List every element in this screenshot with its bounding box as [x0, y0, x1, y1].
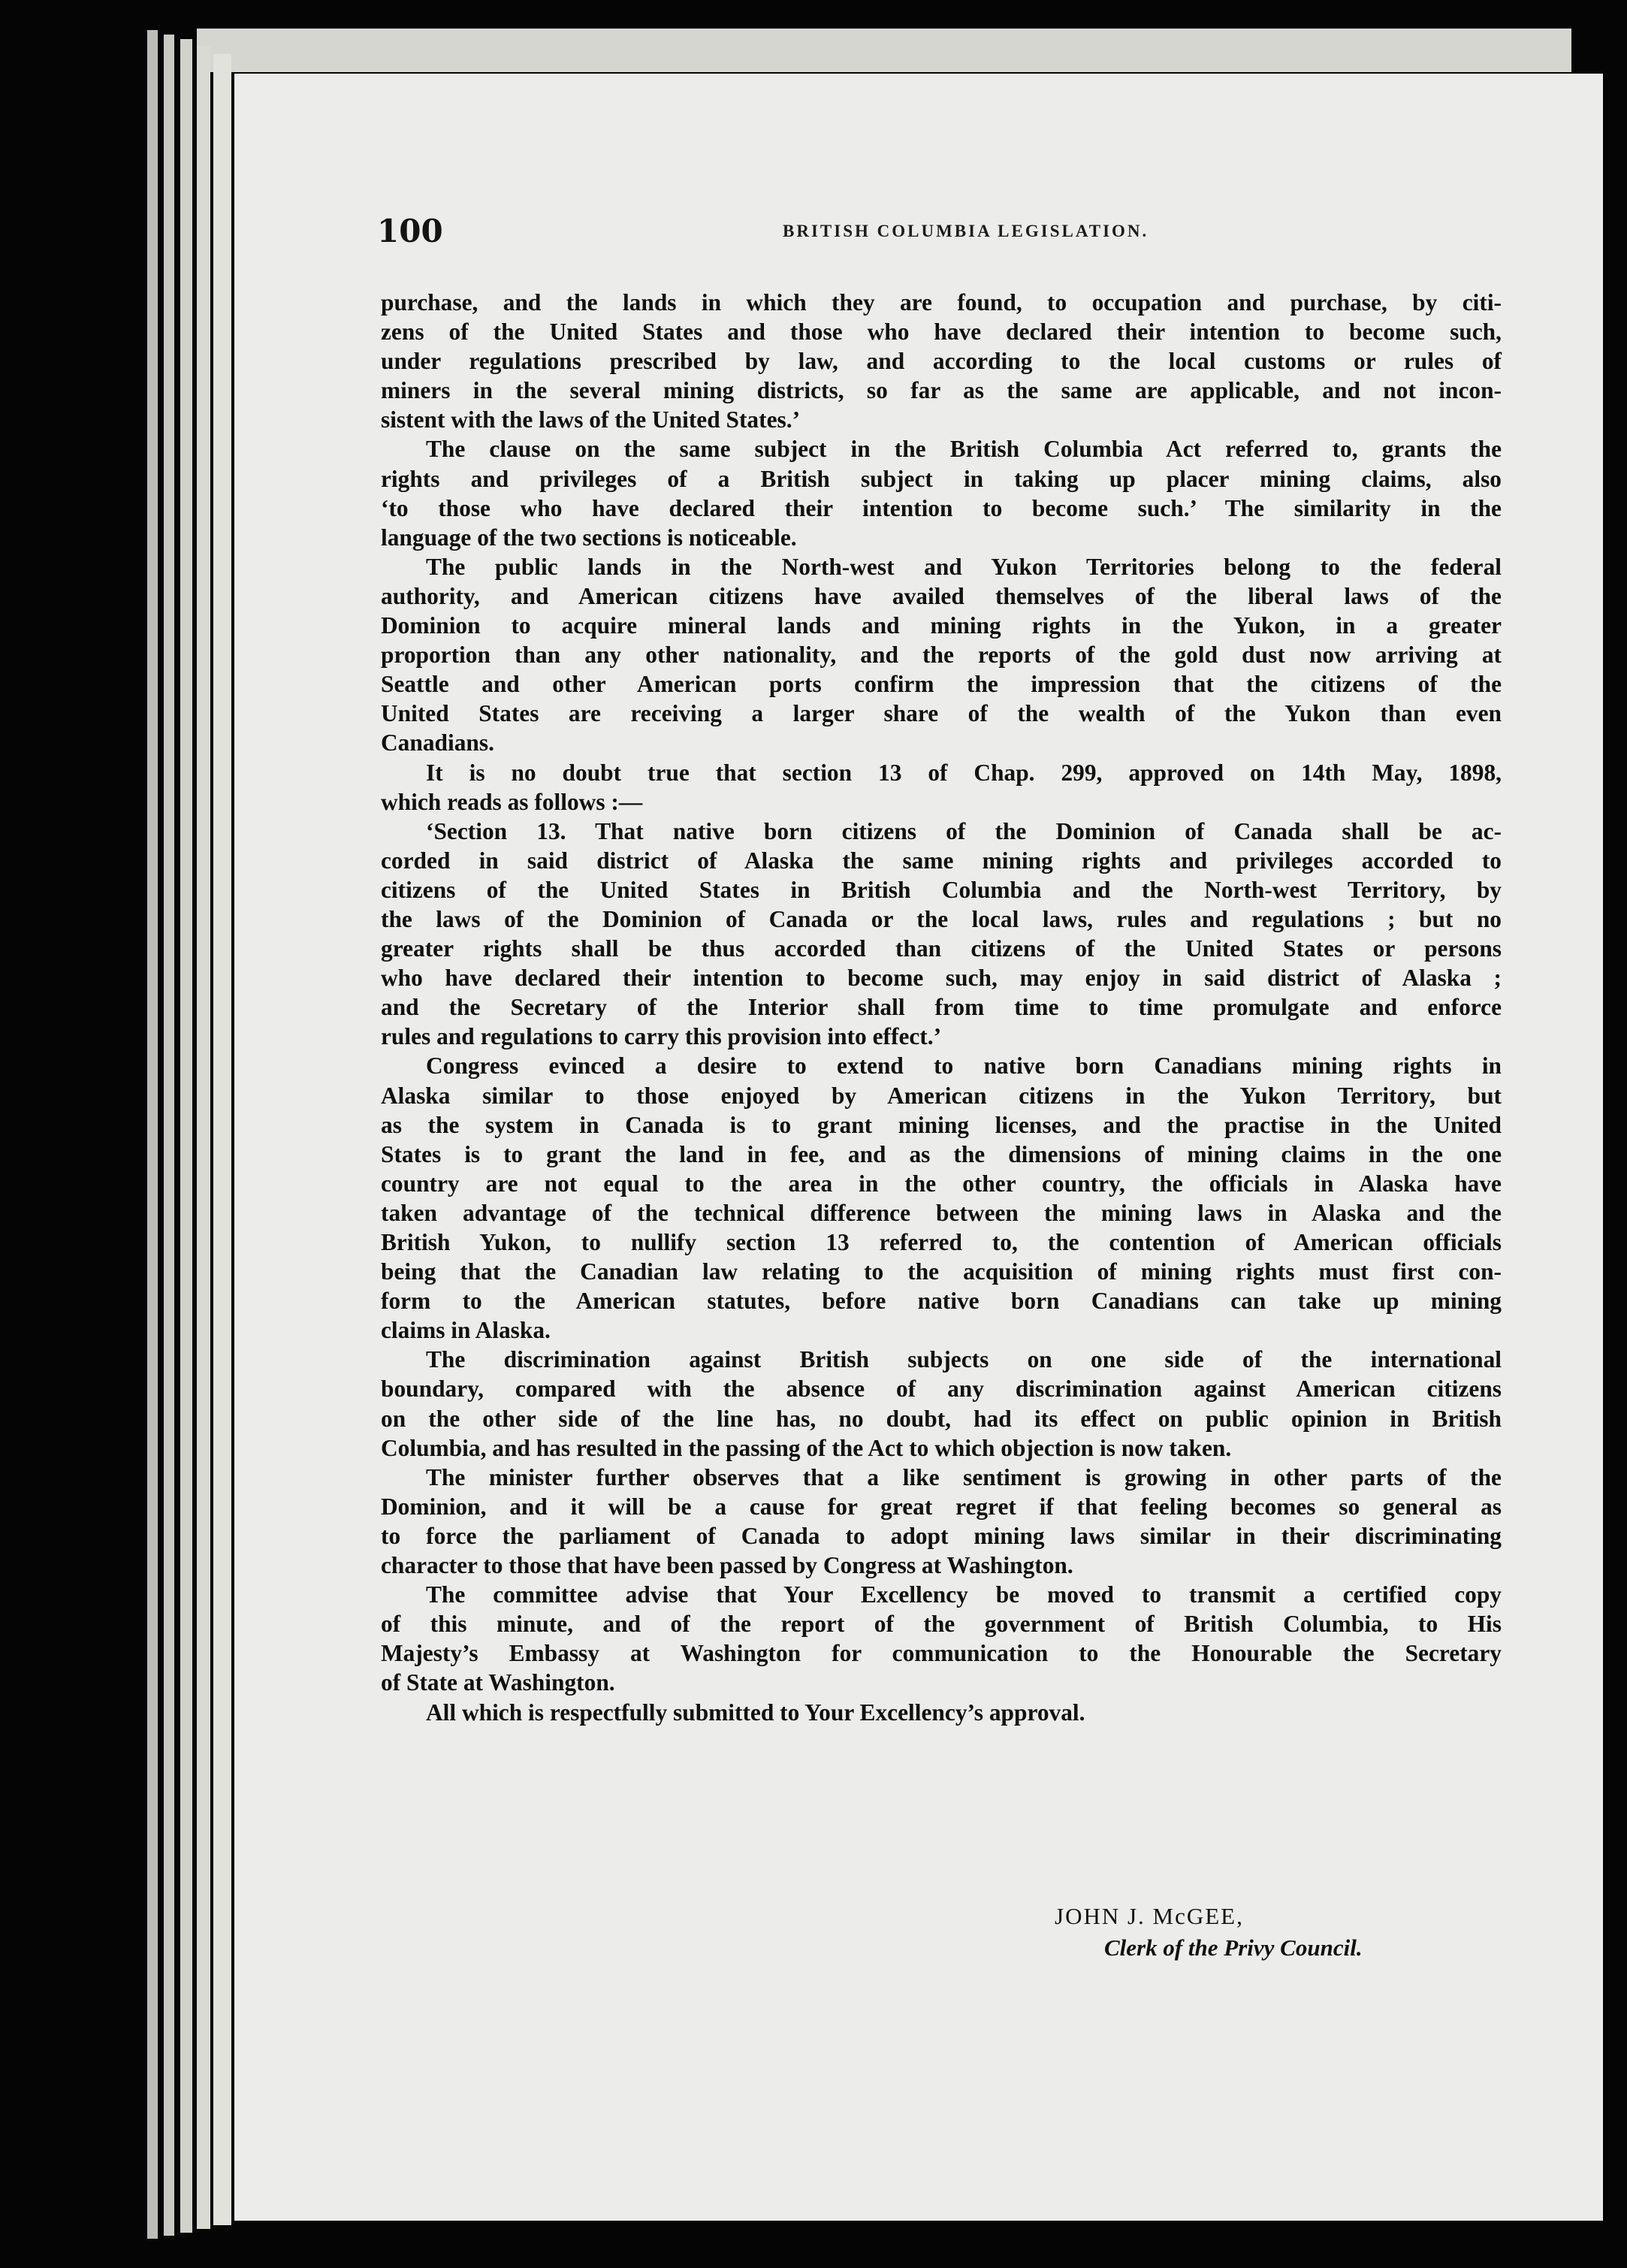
signatory-title: Clerk of the Privy Council.	[1104, 1934, 1363, 1961]
text-line: British Yukon, to nullify section 13 referred to, the contention of American officials	[381, 1229, 1502, 1255]
text-line: Columbia, and has resulted in the passing of the Act to which objection is now taken.	[381, 1434, 1232, 1461]
text-line: ‘to those who have declared their intention to become such.’ The similarity in the	[381, 494, 1502, 521]
text-line: The minister further observes that a like sentiment is growing in other parts of the	[426, 1463, 1502, 1490]
document-page	[234, 74, 1603, 2221]
text-line: the laws of the Dominion of Canada or the local laws, rules and regulations ; but no	[381, 905, 1502, 932]
text-line: language of the two sections is noticeable.	[381, 524, 797, 551]
text-line: Congress evinced a desire to extend to native born Canadians mining rights in	[426, 1052, 1502, 1080]
text-line: The committee advise that Your Excellency be moved to transmit a certified copy	[426, 1581, 1502, 1608]
page-stack-edge	[164, 35, 174, 2236]
text-line: form to the American statutes, before native born Canadians can take up mining	[381, 1288, 1502, 1315]
text-line: The discrimination against British subjects on one side of the international	[426, 1346, 1502, 1373]
text-line: The public lands in the North-west and Yukon Territories belong to the federal	[426, 553, 1502, 580]
page-stack-top	[197, 29, 1571, 72]
text-line: greater rights shall be thus accorded than citizens of the United States or persons	[381, 935, 1502, 962]
text-line: purchase, and the lands in which they are found, to occupation and purchase, by citi-	[381, 289, 1502, 316]
text-line: United States are receiving a larger share of the wealth of the Yukon than even	[381, 700, 1502, 727]
text-line: Majesty’s Embassy at Washington for communication to the Honourable the Secretary	[381, 1640, 1502, 1667]
page-header	[377, 213, 1504, 258]
text-line: ‘Section 13. That native born citizens of the Dominion of Canada shall be ac-	[426, 817, 1502, 844]
text-line: Dominion, and it will be a cause for great regret if that feeling becomes so general as	[381, 1493, 1502, 1520]
page-number: 100	[377, 213, 443, 249]
text-line: of State at Washington.	[381, 1669, 615, 1696]
text-line: miners in the several mining districts, so far as the same are applicable, and not incon-	[381, 377, 1502, 404]
text-line: which reads as follows :—	[381, 788, 643, 815]
text-line: boundary, compared with the absence of any discrimination against American citizens	[381, 1376, 1502, 1403]
signatory-name: JOHN J. McGEE,	[1055, 1903, 1244, 1929]
running-head: BRITISH COLUMBIA LEGISLATION.	[783, 222, 1149, 240]
page-stack-edge	[180, 39, 192, 2233]
text-line: citizens of the United States in British Columbia and the North-west Territory, by	[381, 876, 1502, 903]
text-line: Dominion to acquire mineral lands and mining rights in the Yukon, in a greater	[381, 612, 1502, 639]
text-line: who have declared their intention to become such, may enjoy in said district of Alaska ;	[381, 965, 1502, 992]
text-line: proportion than any other nationality, and the reports of the gold dust now arriving at	[381, 642, 1502, 669]
body-text	[381, 288, 1502, 1727]
text-line: under regulations prescribed by law, and according to the local customs or rules of	[381, 348, 1502, 375]
text-line: sistent with the laws of the United States.’	[381, 406, 801, 433]
text-line: character to those that have been passed by Congress at Washington.	[381, 1552, 1073, 1579]
text-line: authority, and American citizens have availed themselves of the liberal laws of the	[381, 582, 1502, 609]
text-line: Canadians.	[381, 729, 494, 757]
text-line: It is no doubt true that section 13 of Chap. 299, approved on 14th May, 1898,	[426, 759, 1502, 786]
page-stack-edge	[213, 54, 231, 2225]
text-line: to force the parliament of Canada to adopt mining laws similar in their discriminating	[381, 1522, 1502, 1549]
text-line: on the other side of the line has, no doubt, had its effect on public opinion in British	[381, 1405, 1502, 1432]
text-line: as the system in Canada is to grant mining licenses, and the practise in the United	[381, 1111, 1502, 1138]
text-line: The clause on the same subject in the British Columbia Act referred to, grants the	[426, 436, 1502, 463]
text-line: and the Secretary of the Interior shall from time to time promulgate and enforce	[381, 994, 1502, 1021]
text-line: being that the Canadian law relating to the acquisition of mining rights must first con-	[381, 1258, 1502, 1285]
text-line: taken advantage of the technical difference between the mining laws in Alaska and the	[381, 1199, 1502, 1226]
text-line: of this minute, and of the report of the government of British Columbia, to His	[381, 1611, 1502, 1638]
text-line: zens of the United States and those who have declared their intention to become such,	[381, 319, 1502, 346]
page-stack-edge	[197, 47, 210, 2229]
text-line: country are not equal to the area in the other country, the officials in Alaska have	[381, 1170, 1502, 1197]
text-line: claims in Alaska.	[381, 1317, 551, 1344]
text-line: All which is respectfully submitted to Your Excellency’s approval.	[426, 1699, 1085, 1726]
signature-block	[1022, 1903, 1472, 1961]
text-line: corded in said district of Alaska the same mining rights and privileges accorded to	[381, 847, 1502, 874]
page-stack-edge	[147, 30, 158, 2239]
text-line: rights and privileges of a British subject in taking up placer mining claims, also	[381, 465, 1502, 492]
text-line: Seattle and other American ports confirm the impression that the citizens of the	[381, 671, 1502, 698]
text-line: Alaska similar to those enjoyed by American citizens in the Yukon Territory, but	[381, 1082, 1502, 1109]
text-line: States is to grant the land in fee, and as the dimensions of mining claims in the one	[381, 1140, 1502, 1167]
text-line: rules and regulations to carry this provision into effect.’	[381, 1023, 942, 1050]
